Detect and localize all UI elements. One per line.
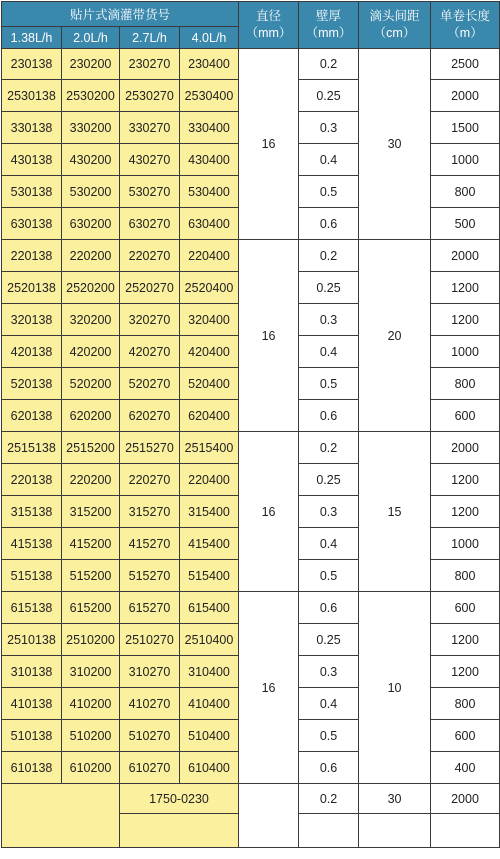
product-code-cell: 530270 bbox=[120, 176, 180, 208]
table-row bbox=[2, 240, 500, 272]
product-code-cell: 2530400 bbox=[180, 80, 239, 112]
emitter-spacing-header bbox=[359, 2, 431, 49]
wall-thickness-cell: 0.2 bbox=[299, 432, 359, 464]
roll-length-cell: 2000 bbox=[431, 432, 500, 464]
product-code-cell: 2510270 bbox=[120, 624, 180, 656]
product-code-cell: 430270 bbox=[120, 144, 180, 176]
flow-rate-header: 2.7L/h bbox=[120, 27, 180, 49]
roll-length-cell: 1200 bbox=[431, 496, 500, 528]
product-code-cell: 315400 bbox=[180, 496, 239, 528]
product-code-group-header: 贴片式滴灌带货号 bbox=[2, 2, 239, 27]
wall-thickness-cell: 0.4 bbox=[299, 528, 359, 560]
roll-length-cell: 2000 bbox=[431, 80, 500, 112]
product-code-cell: 510200 bbox=[62, 720, 120, 752]
wall-thickness-cell: 0.25 bbox=[299, 624, 359, 656]
roll-length-cell: 500 bbox=[431, 208, 500, 240]
diameter-cell: 16 bbox=[239, 49, 299, 240]
product-code-cell: 630200 bbox=[62, 208, 120, 240]
emitter-spacing-label: 滴头间距 bbox=[369, 9, 420, 23]
product-code-cell: 320138 bbox=[2, 304, 62, 336]
product-code-cell: 330200 bbox=[62, 112, 120, 144]
wall-thickness-cell: 0.3 bbox=[299, 304, 359, 336]
product-code-cell: 1750-0230 bbox=[120, 784, 239, 814]
product-code-cell: 2520270 bbox=[120, 272, 180, 304]
product-code-cell: 615400 bbox=[180, 592, 239, 624]
wall-thickness-cell: 0.4 bbox=[299, 688, 359, 720]
roll-length-cell: 1000 bbox=[431, 528, 500, 560]
product-code-cell: 415200 bbox=[62, 528, 120, 560]
product-code-cell: 220138 bbox=[2, 240, 62, 272]
product-code-cell: 220270 bbox=[120, 464, 180, 496]
wall-thickness-unit: （mm） bbox=[305, 26, 352, 40]
empty-code-cell bbox=[2, 784, 120, 848]
product-code-cell: 230138 bbox=[2, 49, 62, 80]
product-code-cell: 530200 bbox=[62, 176, 120, 208]
product-code-cell: 610270 bbox=[120, 752, 180, 784]
roll-length-cell: 1200 bbox=[431, 656, 500, 688]
product-code-cell: 615270 bbox=[120, 592, 180, 624]
wall-thickness-cell: 0.3 bbox=[299, 112, 359, 144]
product-code-cell: 515270 bbox=[120, 560, 180, 592]
roll-length-cell: 600 bbox=[431, 400, 500, 432]
product-code-cell: 430400 bbox=[180, 144, 239, 176]
roll-length-cell: 1200 bbox=[431, 464, 500, 496]
product-code-cell: 2515400 bbox=[180, 432, 239, 464]
emitter-spacing-cell: 30 bbox=[359, 49, 431, 240]
wall-thickness-cell: 0.3 bbox=[299, 496, 359, 528]
product-code-cell: 630270 bbox=[120, 208, 180, 240]
diameter-cell bbox=[239, 784, 299, 848]
product-code-cell: 530138 bbox=[2, 176, 62, 208]
roll-length-cell: 1000 bbox=[431, 144, 500, 176]
wall-thickness-cell: 0.6 bbox=[299, 752, 359, 784]
product-code-cell: 420138 bbox=[2, 336, 62, 368]
flow-rate-header: 1.38L/h bbox=[2, 27, 62, 49]
product-code-cell: 510138 bbox=[2, 720, 62, 752]
roll-length-cell: 800 bbox=[431, 176, 500, 208]
product-code-cell: 430138 bbox=[2, 144, 62, 176]
product-code-cell: 310200 bbox=[62, 656, 120, 688]
product-code-cell: 415270 bbox=[120, 528, 180, 560]
product-code-cell: 410270 bbox=[120, 688, 180, 720]
emitter-spacing-cell bbox=[359, 814, 431, 848]
product-code-cell: 320270 bbox=[120, 304, 180, 336]
product-code-cell: 610400 bbox=[180, 752, 239, 784]
product-code-cell: 620270 bbox=[120, 400, 180, 432]
wall-thickness-cell: 0.5 bbox=[299, 720, 359, 752]
product-code-cell: 420200 bbox=[62, 336, 120, 368]
product-code-cell: 2515270 bbox=[120, 432, 180, 464]
product-code-cell: 610138 bbox=[2, 752, 62, 784]
roll-length-cell: 1200 bbox=[431, 304, 500, 336]
product-code-cell: 2515200 bbox=[62, 432, 120, 464]
roll-length-cell: 1200 bbox=[431, 272, 500, 304]
product-code-cell: 220400 bbox=[180, 464, 239, 496]
roll-length-cell: 800 bbox=[431, 368, 500, 400]
product-code-cell: 420270 bbox=[120, 336, 180, 368]
product-code-cell: 330400 bbox=[180, 112, 239, 144]
product-code-cell: 330138 bbox=[2, 112, 62, 144]
product-code-cell: 630400 bbox=[180, 208, 239, 240]
product-code-cell: 315138 bbox=[2, 496, 62, 528]
product-code-cell: 2520200 bbox=[62, 272, 120, 304]
product-code-cell: 615138 bbox=[2, 592, 62, 624]
product-code-cell: 2530270 bbox=[120, 80, 180, 112]
wall-thickness-cell: 0.6 bbox=[299, 592, 359, 624]
product-code-cell: 2530138 bbox=[2, 80, 62, 112]
wall-thickness-cell: 0.2 bbox=[299, 240, 359, 272]
roll-length-cell: 2000 bbox=[431, 240, 500, 272]
roll-length-cell: 600 bbox=[431, 592, 500, 624]
roll-length-cell: 1200 bbox=[431, 624, 500, 656]
flow-rate-header: 2.0L/h bbox=[62, 27, 120, 49]
product-code-cell: 520200 bbox=[62, 368, 120, 400]
emitter-spacing-cell: 15 bbox=[359, 432, 431, 592]
roll-length-cell: 400 bbox=[431, 752, 500, 784]
product-code-cell: 2510200 bbox=[62, 624, 120, 656]
wall-thickness-header bbox=[299, 2, 359, 49]
product-code-cell: 530400 bbox=[180, 176, 239, 208]
product-code-cell: 620400 bbox=[180, 400, 239, 432]
wall-thickness-cell: 0.5 bbox=[299, 368, 359, 400]
product-code-cell: 2515138 bbox=[2, 432, 62, 464]
product-code-cell: 430200 bbox=[62, 144, 120, 176]
product-code-cell: 220200 bbox=[62, 240, 120, 272]
product-code-cell: 310138 bbox=[2, 656, 62, 688]
flow-rate-header: 4.0L/h bbox=[180, 27, 239, 49]
product-code-cell: 220270 bbox=[120, 240, 180, 272]
wall-thickness-cell: 0.2 bbox=[299, 49, 359, 80]
table-row bbox=[2, 592, 500, 624]
product-code-cell: 220200 bbox=[62, 464, 120, 496]
product-code-cell: 510270 bbox=[120, 720, 180, 752]
product-code-cell: 515200 bbox=[62, 560, 120, 592]
wall-thickness-cell: 0.6 bbox=[299, 400, 359, 432]
roll-length-header bbox=[431, 2, 500, 49]
product-code-cell: 510400 bbox=[180, 720, 239, 752]
product-code-cell: 2520138 bbox=[2, 272, 62, 304]
empty-code-cell bbox=[120, 814, 239, 848]
wall-thickness-cell: 0.2 bbox=[299, 784, 359, 814]
wall-thickness-cell: 0.4 bbox=[299, 336, 359, 368]
product-code-cell: 515400 bbox=[180, 560, 239, 592]
wall-thickness-cell: 0.5 bbox=[299, 560, 359, 592]
product-code-cell: 310270 bbox=[120, 656, 180, 688]
product-code-cell: 220138 bbox=[2, 464, 62, 496]
roll-length-cell: 2500 bbox=[431, 49, 500, 80]
roll-length-cell bbox=[431, 814, 500, 848]
wall-thickness-cell: 0.25 bbox=[299, 272, 359, 304]
wall-thickness-cell: 0.5 bbox=[299, 176, 359, 208]
roll-length-cell: 600 bbox=[431, 720, 500, 752]
product-code-cell: 520270 bbox=[120, 368, 180, 400]
diameter-cell: 16 bbox=[239, 240, 299, 432]
roll-length-unit: （m） bbox=[447, 26, 483, 40]
product-code-cell: 315270 bbox=[120, 496, 180, 528]
product-code-cell: 610200 bbox=[62, 752, 120, 784]
product-code-cell: 230400 bbox=[180, 49, 239, 80]
product-code-cell: 230200 bbox=[62, 49, 120, 80]
emitter-spacing-cell: 10 bbox=[359, 592, 431, 784]
product-code-cell: 230270 bbox=[120, 49, 180, 80]
wall-thickness-cell: 0.6 bbox=[299, 208, 359, 240]
wall-thickness-cell: 0.4 bbox=[299, 144, 359, 176]
product-code-cell: 310400 bbox=[180, 656, 239, 688]
emitter-spacing-cell: 30 bbox=[359, 784, 431, 814]
spec-table bbox=[1, 1, 500, 848]
product-code-cell: 2530200 bbox=[62, 80, 120, 112]
product-code-cell: 515138 bbox=[2, 560, 62, 592]
product-code-cell: 415400 bbox=[180, 528, 239, 560]
product-code-cell: 220400 bbox=[180, 240, 239, 272]
product-code-cell: 2520400 bbox=[180, 272, 239, 304]
wall-thickness-cell: 0.25 bbox=[299, 464, 359, 496]
product-code-cell: 410200 bbox=[62, 688, 120, 720]
product-code-cell: 330270 bbox=[120, 112, 180, 144]
emitter-spacing-unit: （cm） bbox=[373, 26, 416, 40]
roll-length-cell: 1000 bbox=[431, 336, 500, 368]
diameter-unit: （mm） bbox=[245, 26, 292, 40]
product-code-cell: 630138 bbox=[2, 208, 62, 240]
table-row bbox=[2, 784, 500, 814]
product-code-cell: 420400 bbox=[180, 336, 239, 368]
table-row bbox=[2, 432, 500, 464]
product-code-cell: 410138 bbox=[2, 688, 62, 720]
product-code-cell: 620200 bbox=[62, 400, 120, 432]
roll-length-cell: 800 bbox=[431, 560, 500, 592]
wall-thickness-cell bbox=[299, 814, 359, 848]
product-code-cell: 520138 bbox=[2, 368, 62, 400]
emitter-spacing-cell: 20 bbox=[359, 240, 431, 432]
product-code-cell: 520400 bbox=[180, 368, 239, 400]
wall-thickness-label: 壁厚 bbox=[316, 9, 342, 23]
table-row bbox=[2, 49, 500, 80]
diameter-header bbox=[239, 2, 299, 49]
roll-length-cell: 2000 bbox=[431, 784, 500, 814]
product-code-cell: 410400 bbox=[180, 688, 239, 720]
diameter-cell: 16 bbox=[239, 432, 299, 592]
product-code-cell: 320200 bbox=[62, 304, 120, 336]
diameter-cell: 16 bbox=[239, 592, 299, 784]
wall-thickness-cell: 0.25 bbox=[299, 80, 359, 112]
diameter-label: 直径 bbox=[256, 9, 282, 23]
roll-length-cell: 800 bbox=[431, 688, 500, 720]
product-code-cell: 320400 bbox=[180, 304, 239, 336]
roll-length-label: 单卷长度 bbox=[440, 9, 491, 23]
product-code-cell: 615200 bbox=[62, 592, 120, 624]
product-code-cell: 620138 bbox=[2, 400, 62, 432]
product-code-cell: 2510138 bbox=[2, 624, 62, 656]
roll-length-cell: 1500 bbox=[431, 112, 500, 144]
spec-table-body bbox=[2, 49, 500, 848]
product-code-cell: 2510400 bbox=[180, 624, 239, 656]
product-code-cell: 315200 bbox=[62, 496, 120, 528]
wall-thickness-cell: 0.3 bbox=[299, 656, 359, 688]
product-code-cell: 415138 bbox=[2, 528, 62, 560]
